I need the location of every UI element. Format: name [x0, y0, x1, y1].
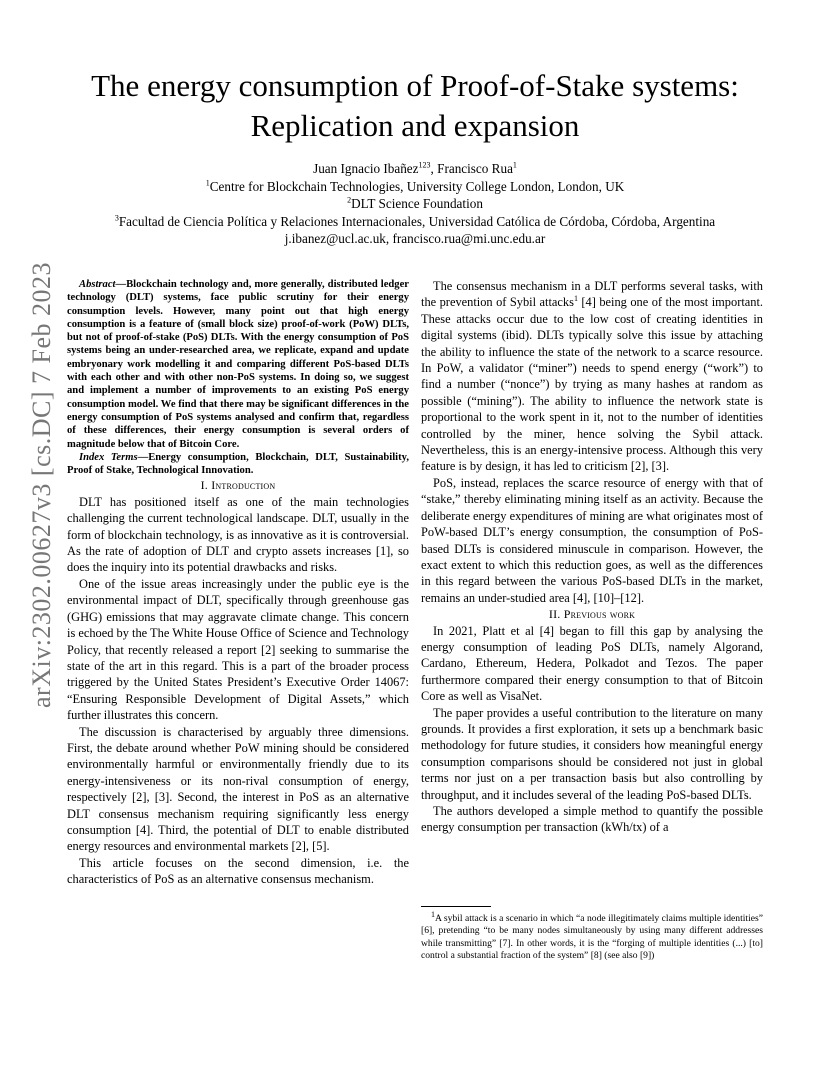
abstract: Abstract—Blockchain technology and, more generally, distributed ledger technology (DLT) systems, face public scrutiny for their energy consumption levels. However, many point out that high energy consumption is a feature of (small block size) proof-of-work (PoW) DLTs, but not of proof-of-stake (PoS) DLTs. With the energy consumption of PoS systems being an under-researched area, we replicate, expand and update embryonary work modelling it and comparing different PoS-based DLTs with each other and with other non-PoS systems. In doing so, we suggest and implement a number of improvements to an existing PoS energy consumption model. We find that there may be significant differences in the energy consumption of PoS systems analysed and confirm that, regardless of these differences, their energy consumption is several orders of magnitude below that of Bitcoin Core. — [67, 279, 409, 450]
footnote-ref: 1 — [573, 294, 578, 304]
paper-title — [60, 66, 770, 146]
intro-paragraph-1: DLT has positioned itself as one of the main technologies challenging the current technological landscape. DLT, usually in the form of blockchain technology, is as innovative as it is controversial. As the rate of adoption of DLT and crypto assets increases [1], so does the inquiry into its potential drawbacks and risks. — [67, 494, 409, 575]
title-line-1: The energy consumption of Proof-of-Stake systems: — [91, 68, 739, 103]
arxiv-id: arXiv:2302.00627v3 [cs.DC] 7 Feb 2023 — [27, 261, 56, 709]
arxiv-sidebar-stamp — [24, 261, 60, 709]
consensus-paragraph: The consensus mechanism in a DLT performs several tasks, with the prevention of Sybil attacks$^1$ [4] being one of the most important. These attacks occur due to the low cost of creating identities in digital systems (ibid). DLTs typically solve this issue by attaching the ability to influence the state of the network to a scarce resource. In PoW, a validator (“miner”) needs to spend energy (“work”) to find a number (“nonce”) by trying as many hashes at random as possible (“mining”). The ability to influence the network state is proportional to the work spent in it, not to the number of identities controlled by the miner, hence solving the Sybil attack. Nevertheless, this is an energy-intensive process. Although this very feature is by design, it has led to criticism [2], [3]. — [421, 279, 763, 474]
affiliation-1: $^1$Centre for Blockchain Technologies, University College London, London, UK — [205, 178, 625, 194]
previous-work-paragraph-1: In 2021, Platt et al [4] began to fill this gap by analysing the energy consumption of leading PoS DLTs, namely Algorand, Cardano, Ethereum, Hedera, Polkadot and Tezos. The paper furthermore compared their energy consumption to that of Bitcoin Core as well as VisaNet. — [421, 623, 763, 704]
intro-paragraph-4: This article focuses on the second dimension, i.e. the characteristics of PoS as an alternative consensus mechanism. — [67, 855, 409, 887]
section-heading-introduction: I. Introduction — [200, 478, 276, 493]
affiliation-3: $^3$Facultad de Ciencia Política y Relaciones Internacionales, Universidad Católica de Córdoba, Córdoba, Argentina — [114, 213, 716, 229]
left-column — [67, 278, 409, 888]
pos-paragraph: PoS, instead, replaces the scarce resource of energy with that of “stake,” thereby eliminating mining itself as an activity. Because the deliberate energy expenditures of mining are what originates most of PoW-based DLT’s energy consumption, the consumption of PoS-based DLTs is considered minuscule in comparison. However, the exact extent to which this reduction goes, as well as the differences in this regard between the various PoS-based DLTs in the market, remains an under-studied area [4], [10]–[12]. — [421, 475, 763, 605]
intro-paragraph-2: One of the issue areas increasingly under the public eye is the environmental impact of DLT, specifically through greenhouse gas (GHG) emissions that may aggravate climate change. This concern is echoed by the The White House Office of Science and Technology Policy, that recently released a report [2] seeking to summarise the state of the art in this regard. This is a part of the broader process triggered by the United States President’s Executive Order 14067: “Ensuring Responsible Development of Digital Assets,” which further illustrates this concern. — [67, 576, 409, 723]
section-heading-previous-work: II. Previous work — [548, 607, 636, 622]
previous-work-paragraph-3: The authors developed a simple method to quantify the possible energy consumption per transaction (kWh/tx) of a — [421, 804, 763, 835]
intro-paragraph-3: The discussion is characterised by arguably three dimensions. First, the debate around whether PoW mining should be considered environmentally harmful or environmentally friendly due to its energy-intensiveness or its non-rival consumption of energy, respectively [2], [3]. Second, the interest in PoS as an alternative DLT consensus mechanism requiring significantly less energy consumption [4]. Third, the potential of DLT to enable distributed energy resources and environmental markets [2], [5]. — [67, 724, 409, 854]
footnote — [421, 906, 763, 962]
affiliation-2: $^2$DLT Science Foundation — [347, 195, 483, 211]
author-emails: j.ibanez@ucl.ac.uk, francisco.rua@mi.unc.edu.ar — [284, 231, 546, 246]
right-column — [421, 278, 763, 836]
previous-work-paragraph-2: The paper provides a useful contribution to the literature on many grounds. It provides a first exploration, it sets up a benchmark basic methodology for future studies, it considers how meaningful energy consumption comparisons should be considered not just in global terms nor just on a per transaction basis but also controlling by throughput, and it includes several of the leading PoS-based DLTs. — [421, 705, 763, 802]
author-block — [60, 160, 770, 248]
footnote-text: $^1$A sybil attack is a scenario in which “a node illegitimately claims multiple identities” [6], pretending “to be many nodes simultaneously by using many different addresses while transmitting” [7]. In other words, it is the “forging of multiple identities (...) [to] control a substantial fraction of the system” [8] (see also [9]) — [421, 909, 763, 961]
title-line-2: Replication and expansion — [250, 108, 580, 143]
index-terms: Index Terms—Energy consumption, Blockchain, DLT, Sustainability, Proof of Stake, Technological Innovation. — [67, 451, 409, 477]
author-names: Juan Ignacio Ibañez$^{123}$, Francisco Rua$^1$ — [313, 160, 517, 176]
footnote-divider — [421, 906, 491, 907]
